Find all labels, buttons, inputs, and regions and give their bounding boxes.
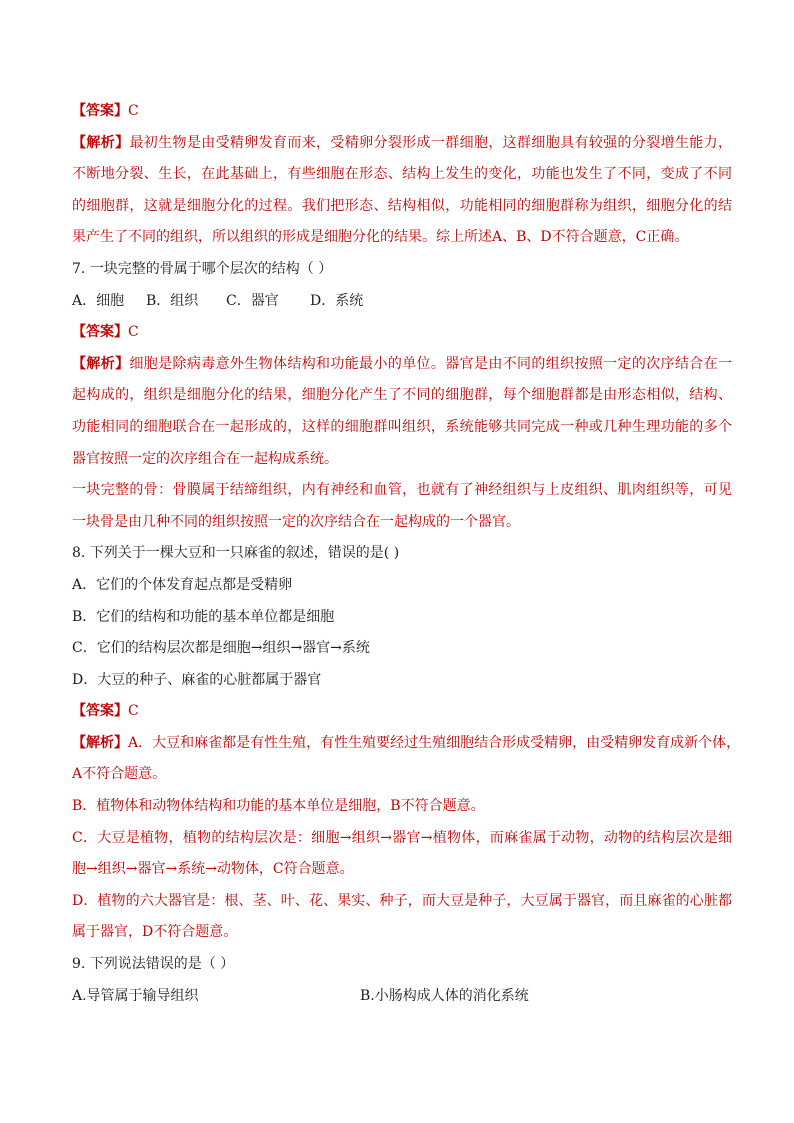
- answer-tag: 【答案】: [72, 324, 128, 341]
- analysis-line: 果产生了不同的组织，所以组织的形成是细胞分化的结果。综上所述A、B、D不符合题意，C正确。: [72, 229, 689, 246]
- answer-value: C: [128, 103, 139, 119]
- analysis-line: 属于器官，D不符合题意。: [72, 924, 238, 941]
- analysis-line: 一块完整的骨：骨膜属于结缔组织，内有神经和血管，也就有了神经组织与上皮组织、肌肉组织等，可见: [72, 482, 732, 499]
- option-b: B．组织: [146, 292, 199, 309]
- option-c: C．它们的结构层次都是细胞→组织→器官→系统: [72, 640, 370, 657]
- analysis-tag: 【解析】: [72, 355, 130, 372]
- option-b: B.小肠构成人体的消化系统: [360, 987, 529, 1004]
- option-d: D．大豆的种子、麻雀的心脏都属于器官: [72, 671, 322, 688]
- option-c: C．器官: [226, 292, 279, 309]
- answer-line: [72, 96, 732, 128]
- question-8: 8. 下列关于一棵大豆和一只麻雀的叙述，错误的是( ): [72, 545, 400, 562]
- analysis-text: 最初生物是由受精卵发育而来，受精卵分裂形成一群细胞，这群细胞具有较强的分裂增生能力，: [129, 134, 733, 151]
- analysis-tag: 【解析】: [72, 734, 128, 751]
- answer-line: [72, 696, 732, 728]
- analysis-text: A．大豆和麻雀都是有性生殖，有性生殖要经过生殖细胞结合形成受精卵，由受精卵发育成新个体，: [128, 734, 741, 751]
- analysis-line: A不符合题意。: [72, 766, 167, 783]
- analysis-line: D．植物的六大器官是：根、茎、叶、花、果实、种子，而大豆是种子，大豆属于器官，而且麻雀的心脏都: [72, 892, 732, 909]
- answer-line: [72, 317, 732, 349]
- answer-value: C: [128, 324, 139, 341]
- analysis-text: 细胞是除病毒意外生物体结构和功能最小的单位。器官是由不同的组织按照一定的次序结合在一: [129, 355, 733, 372]
- option-d: D．系统: [310, 292, 364, 309]
- analysis-line: C．大豆是植物，植物的结构层次是：细胞→组织→器官→植物体，而麻雀属于动物，动物的结构层次是细: [72, 829, 732, 846]
- analysis-line: 胞→组织→器官→系统→动物体，C符合题意。: [72, 861, 354, 878]
- analysis-line: 功能相同的细胞联合在一起形成的，这样的细胞群叫组织，系统能够共同完成一种或几种生理功能的多个: [72, 418, 732, 435]
- answer-value: C: [128, 703, 139, 720]
- analysis-line: 起构成的，组织是细胞分化的结果，细胞分化产生了不同的细胞群，每个细胞群都是由形态相似，结构、: [72, 387, 732, 404]
- analysis-line: 的细胞群，这就是细胞分化的过程。我们把形态、结构相似，功能相同的细胞群称为组织，细胞分化的结: [72, 197, 732, 214]
- question-9: 9. 下列说法错误的是（ ）: [72, 956, 235, 973]
- question-7-options: [72, 286, 732, 318]
- option-a: A．细胞: [72, 292, 125, 309]
- analysis-line: [72, 128, 732, 160]
- analysis-line: 不断地分裂、生长，在此基础上，有些细胞在形态、结构上发生的变化，功能也发生了不同，变成了不同: [72, 166, 732, 183]
- option-a: A．它们的个体发育起点都是受精卵: [72, 576, 293, 593]
- analysis-line: [72, 728, 741, 760]
- answer-tag: 【答案】: [72, 703, 128, 720]
- analysis-line: B．植物体和动物体结构和功能的基本单位是细胞，B不符合题意。: [72, 798, 485, 815]
- answer-tag: 【答案】: [72, 103, 128, 119]
- analysis-line: 一块骨是由几种不同的组织按照一定的次序结合在一起构成的一个器官。: [72, 513, 520, 530]
- analysis-tag: 【解析】: [72, 134, 130, 151]
- analysis-line: 器官按照一定的次序组合在一起构成系统。: [72, 450, 338, 467]
- option-a: A.导管属于输导组织: [72, 987, 199, 1004]
- document-page: [72, 96, 741, 1012]
- analysis-line: [72, 349, 732, 381]
- question-9-options: [72, 981, 732, 1013]
- question-7: 7. 一块完整的骨属于哪个层次的结构（ ）: [72, 260, 333, 277]
- option-b: B．它们的结构和功能的基本单位都是细胞: [72, 608, 335, 625]
